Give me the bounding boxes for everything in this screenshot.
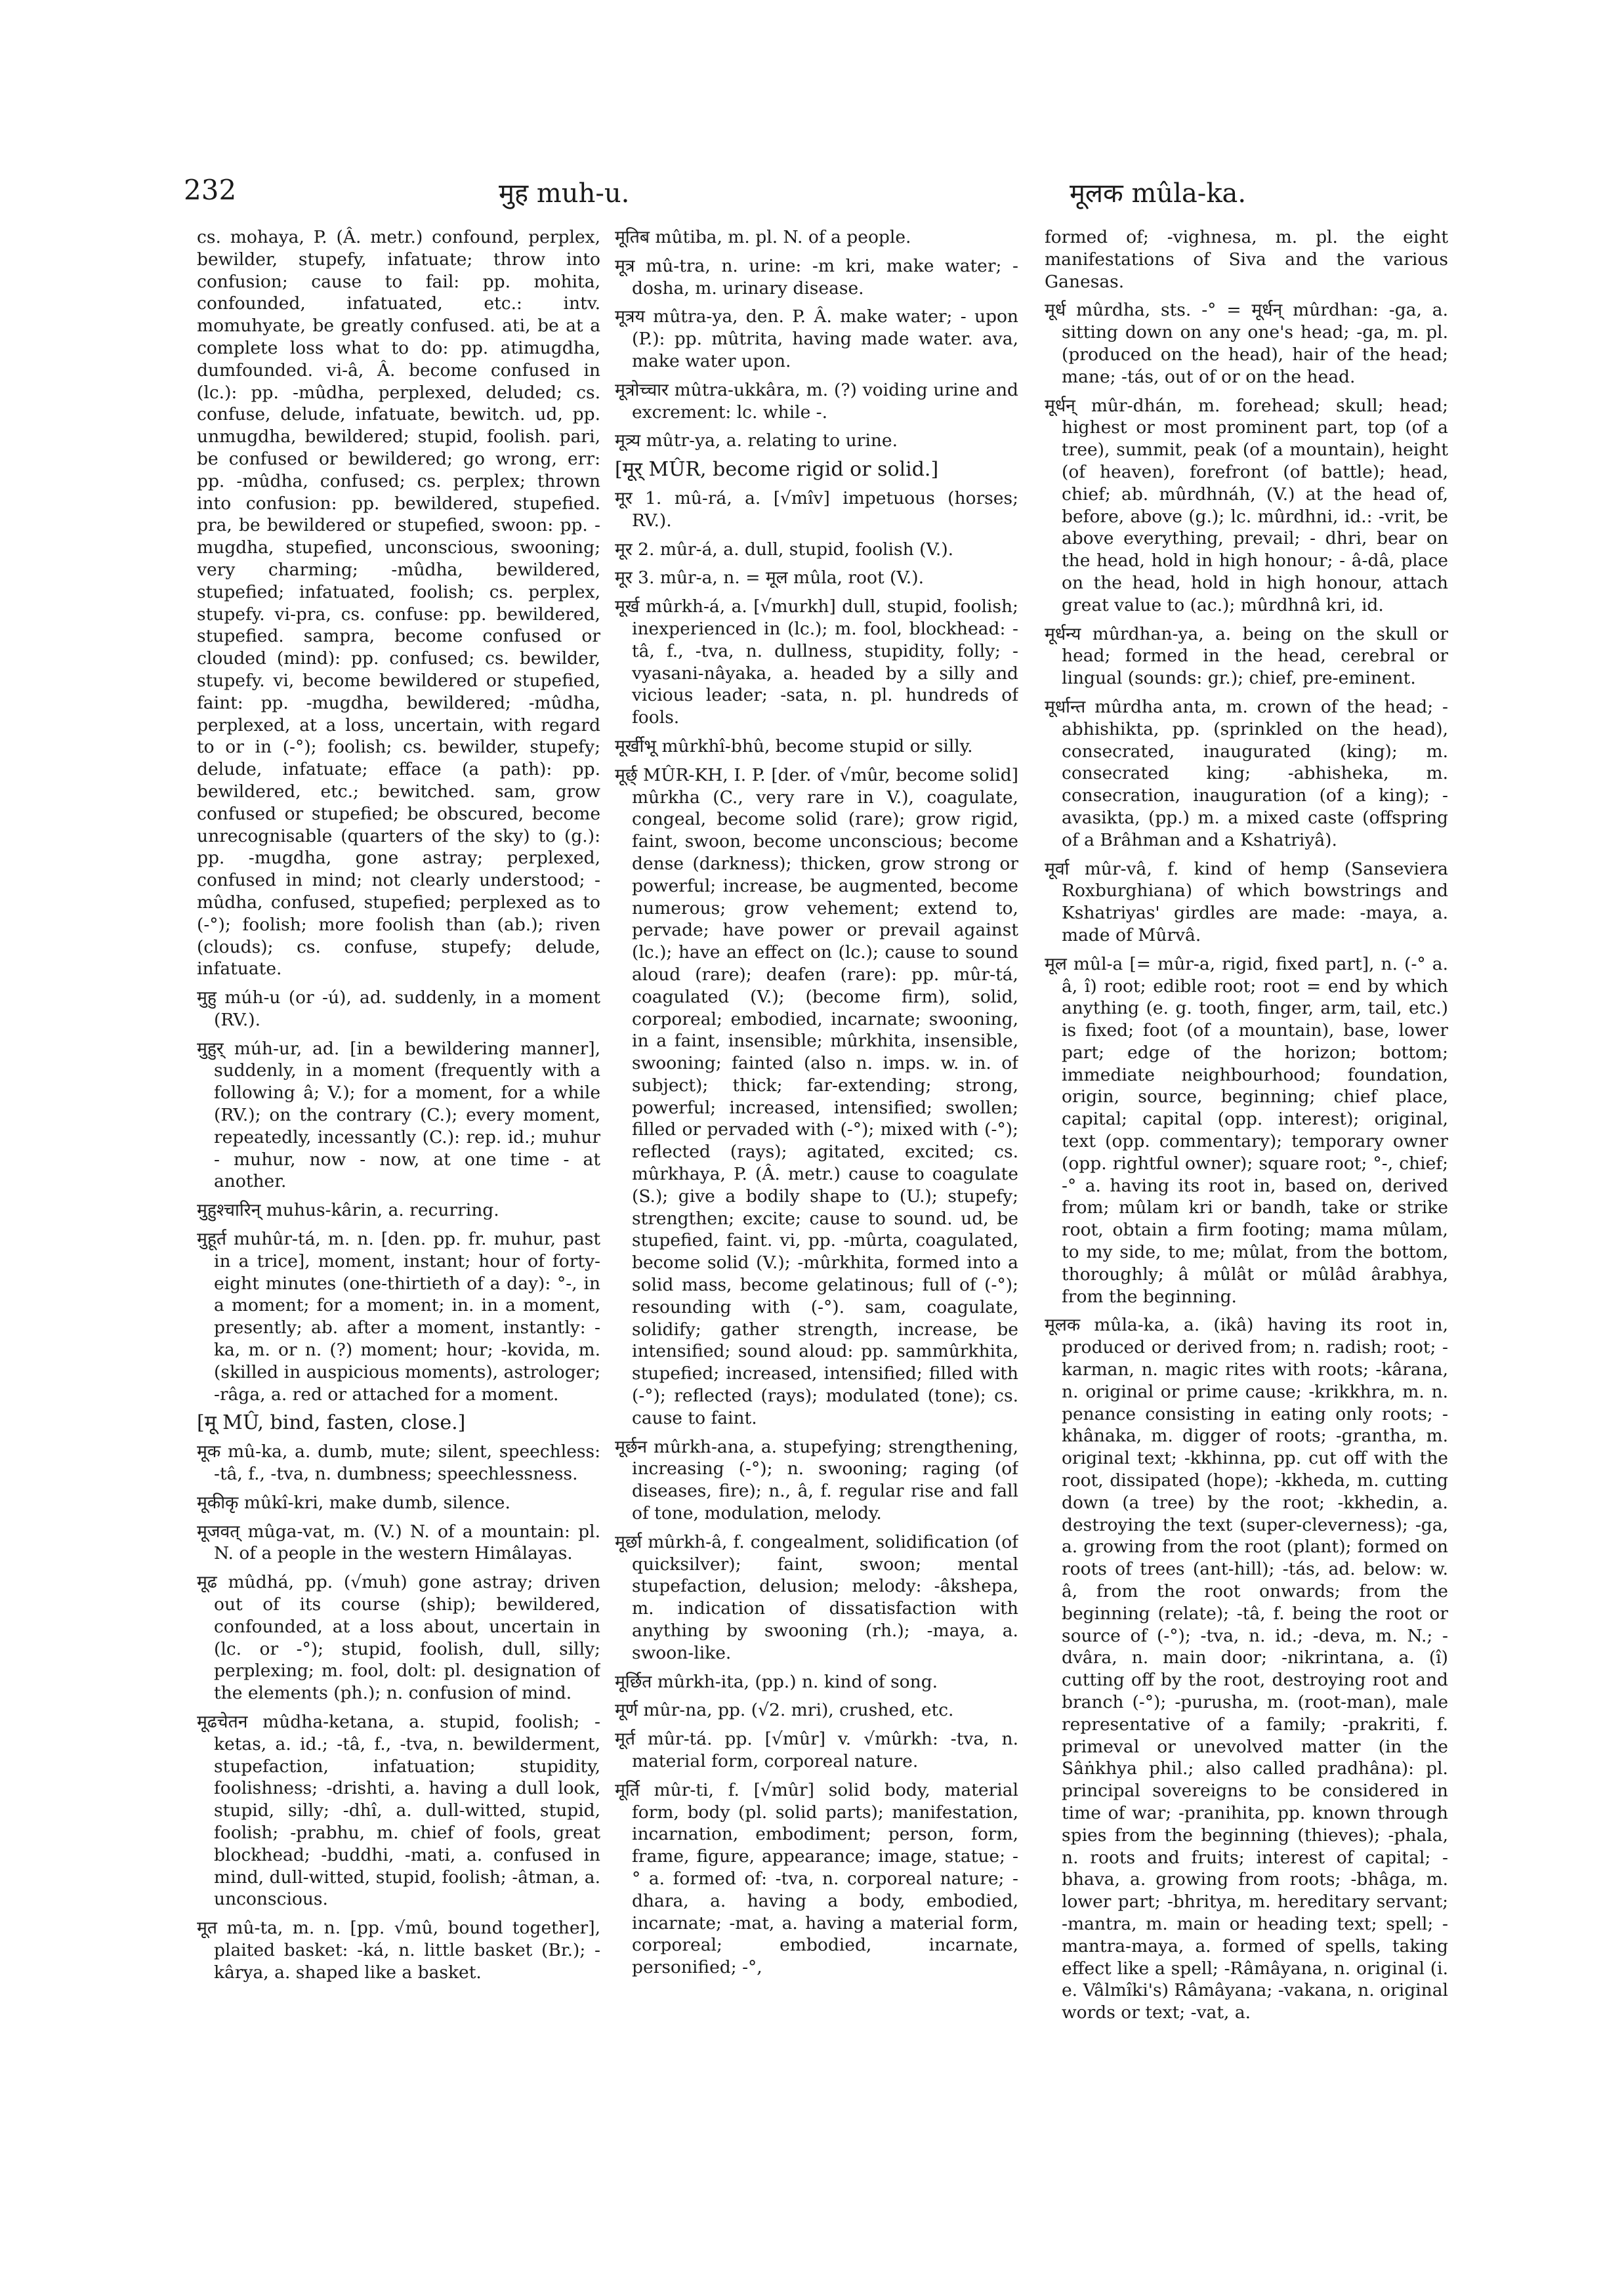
page-number: 232 bbox=[184, 174, 237, 206]
dictionary-entry: मूक mû-ka, a. dumb, mute; silent, speechless: -tâ, f., -tva, n. dumbness; speechlessness. bbox=[197, 1441, 600, 1485]
dictionary-entry: मूर्ण mûr-na, pp. (√2. mri), crushed, etc. bbox=[615, 1700, 954, 1721]
dictionary-entry: formed of; -vighnesa, m. pl. the eight manifestations of Siva and the various Ganesas. bbox=[1045, 227, 1448, 292]
dictionary-entry: मुहूर्त muhûr-tá, m. n. [den. pp. fr. muhur, past in a trice], moment, instant; hour of forty-eight minutes (one-thirtieth of a day): °-, in a moment; for a moment; in. in a moment, presently; ab. after a moment, instantly: -ka, m. or n. (?) moment; hour; -kovida, m. (skilled in auspicious moments), astrologer; -râga, a. red or attached for a moment. bbox=[197, 1229, 600, 1405]
dictionary-entry: मूत्र mû-tra, n. urine: -m kri, make water; -dosha, m. urinary disease. bbox=[615, 255, 1018, 299]
dictionary-entry: मूर्धन्य mûrdhan-ya, a. being on the skull or head; formed in the head, cerebral or lingual (sounds: gr.); chief, pre-eminent. bbox=[1045, 623, 1448, 689]
dictionary-entry: मूर्छन mûrkh-ana, a. stupefying; strengthening, increasing (-°); n. swooning; raging (of diseases, fire); n., â, f. regular rise and fall of tone, modulation, melody. bbox=[615, 1436, 1018, 1524]
dictionary-entry: मूलक mûla-ka, a. (ikâ) having its root in, produced or derived from; n. radish; root; -karman, n. magic rites with roots; -kârana, n. original or prime cause; -krikkhra, m. n. penance consisting in eating only roots; -khânaka, m. digger of roots; -grantha, m. original text; -kkhinna, pp. cut off with the root, dissipated (hope); -kkheda, m. cutting down (a tree) by the root; -kkhedin, a. destroying the text (super-cleverness); -ga, a. growing from the root (plant); formed on roots of trees (ant-hill); -tás, ad. below: w. â, from the root onwards; from the beginning (relate); -tâ, f. being the root or source of (-°); -tva, n. id.; -deva, m. N.; -dvâra, n. main door; -nikrintana, a. (î) cutting off by the root, destroying root and branch (-°); -purusha, m. (root-man), male representative of a family; -prakriti, f. primeval or unevolved matter (in the Sâṅkhya phil.; also called pradhâna): pl. principal sovereigns to be considered in time of war; -pranihita, pp. known through spies from the beginning (thieves); -phala, n. roots and fruits; interest of capital; -bhava, a. growing from roots; -bhâga, m. lower part; -bhritya, m. hereditary servant; -mantra, m. main or heading text; spell; -mantra-maya, a. formed of spells, taking effect like a spell; -Râmâyana, n. original (i. e. Vâlmîki's) Râmâyana; -vakana, n. original words or text; -vat, a. bbox=[1045, 1315, 1448, 2023]
dictionary-entry: cs. mohaya, P. (Â. metr.) confound, perplex, bewilder, stupefy, infatuate; throw into confusion; cause to fail: pp. mohita, confounded, infatuated, etc.: intv. momuhyate, be greatly confused. ati, be at a complete loss what to do: pp. atimugdha, dumfounded. vi-â, Â. become confused in (lc.): pp. -mûdha, perplexed, deluded; cs. confuse, delude, infatuate, bewitch. ud, pp. unmugdha, bewildered; stupid, foolish. pari, be confused or bewildered; go wrong, err: pp. -mûdha, confused; cs. perplex; thrown into confusion: pp. bewildered, stupefied. pra, be bewildered or stupefied, swoon: pp. -mugdha, stupefied, unconscious, swooning; very charming; -mûdha, bewildered, stupefied; infatuated, foolish; cs. perplex, stupefy. vi-pra, cs. confuse: pp. bewildered, stupefied. sampra, become confused or clouded (mind): pp. confused; cs. bewilder, stupefy. vi, become bewildered or stupefied, faint: pp. -mugdha, bewildered; -mûdha, perplexed, at a loss, uncertain, with regard to or in (-°); foolish; cs. bewilder, stupefy; delude, infatuate; efface (a path): pp. bewildered, etc.; bewitched. sam, grow confused or stupefied; be obscured, become unrecognisable (quarters of the sky) to (g.): pp. -mugdha, gone astray; perplexed, confused in mind; not clearly understood; -mûdha, confused, stupefied; perplexed as to (-°); foolish; more foolish than (ab.); riven (clouds); cs. confuse, stupefy; delude, infatuate. bbox=[197, 227, 600, 980]
dictionary-entry: मूर्छित mûrkh-ita, (pp.) n. kind of song. bbox=[615, 1671, 938, 1692]
page-header bbox=[184, 174, 1453, 213]
dictionary-entry: मूर्त mûr-tá. pp. [√mûr] v. √mûrkh: -tva, n. material form, corporeal nature. bbox=[615, 1729, 1018, 1771]
dictionary-entry: मूर्खीभू mûrkhî-bhû, become stupid or silly. bbox=[615, 735, 973, 756]
dictionary-entry: मूल mûl-a [= mûr-a, rigid, fixed part], n. (-° a. â, î) root; edible root; root = end by which anything (e. g. tooth, finger, arm, tail, etc.) is fixed; foot (of a mountain), base, lower part; edge of the horizon; bottom; immediate neighbourhood; foundation, origin, source, beginning; chief place, capital; capital (opp. interest); original, text (opp. commentary); temporary owner (opp. rightful owner); square root; °-, chief; -° a. having its root in, based on, derived from; mûlam kri or bandh, take or strike root, obtain a firm footing; mama mûlam, to my side, to me; mûlat, from the bottom, thoroughly; â mûlât or mûlâd ârabhya, from the beginning. bbox=[1045, 953, 1448, 1307]
dictionary-entry: मूजवत् mûga-vat, m. (V.) N. of a mountain: pl. N. of a people in the western Himâlayas. bbox=[197, 1521, 600, 1564]
dictionary-entry: मूत mû-ta, m. n. [pp. √mû, bound together], plaited basket: -ká, n. little basket (Br.); -kârya, a. shaped like a basket. bbox=[197, 1918, 600, 1983]
dictionary-entry: मुहुर् múh-ur, ad. [in a bewildering manner], suddenly, in a moment (frequently with a following â; V.); for a moment, for a while (RV.); on the contrary (C.); every moment, repeatedly, incessantly (C.): rep. id.; muhur - muhur, now - now, at one time - at another. bbox=[197, 1038, 600, 1192]
dictionary-entry: मुहु múh-u (or -ú), ad. suddenly, in a moment (RV.). bbox=[197, 987, 600, 1030]
dictionary-entry: मूर 3. mûr-a, n. = मूल mûla, root (V.). bbox=[615, 568, 925, 589]
root-section-heading: [मू MÛ, bind, fasten, close.] bbox=[197, 1411, 466, 1435]
dictionary-entry: मूर्ख mûrkh-á, a. [√murkh] dull, stupid, foolish; inexperienced in (lc.); m. fool, blockhead: -tâ, f., -tva, n. dullness, stupidity, folly; -vyasani-nâyaka, a. headed by a silly and vicious leader; -sata, n. pl. hundreds of fools. bbox=[615, 596, 1018, 728]
column-2 bbox=[615, 226, 1018, 2280]
dictionary-entry: मूढ mûdhá, pp. (√muh) gone astray; driven out of its course (ship); bewildered, confounded, at a loss about, uncertain in (lc. or -°); stupid, foolish, dull, silly; perplexing; m. fool, dolt: pl. designation of the elements (ph.); n. confusion of mind. bbox=[197, 1572, 600, 1704]
dictionary-entry: मूर्ध mûrdha, sts. -° = मूर्धन् mûrdhan: -ga, a. sitting down on any one's head; -ga, m. pl. (produced on the head), hair of the head; mane; -tás, out of or on the head. bbox=[1045, 300, 1448, 387]
dictionary-entry: मूर 1. mû-rá, a. [√mîv] impetuous (horses; RV.). bbox=[615, 487, 1018, 531]
dictionary-entry: मूर्वा mûr-vâ, f. kind of hemp (Sanseviera Roxburghiana) of which bowstrings and Kshatriyas' girdles are made: -maya, a. made of Mûrvâ. bbox=[1045, 858, 1448, 945]
dictionary-entry: मूकीकृ mûkî-kri, make dumb, silence. bbox=[197, 1492, 510, 1513]
dictionary-entry: मूढचेतन mûdha-ketana, a. stupid, foolish; -ketas, a. id.; -tâ, f., -tva, n. bewilderment, stupefaction, infatuation; stupidity, foolishness; -drishti, a. having a dull look, stupid, silly; -dhî, a. dull-witted, stupid, foolish; -prabhu, m. chief of fools, great blockhead; -buddhi, -mati, a. confused in mind, dull-witted, stupid, foolish; -âtman, a. unconscious. bbox=[197, 1712, 600, 1910]
column-1 bbox=[197, 226, 600, 2280]
root-section-heading: [मूर् MÛR, become rigid or solid.] bbox=[615, 458, 939, 482]
column-3 bbox=[1045, 226, 1448, 2280]
dictionary-entry: मूर्धान्त mûrdha anta, m. crown of the head; -abhishikta, pp. (sprinkled on the head), consecrated, inaugurated (king); m. consecrated king; -abhisheka, m. consecration, inauguration (of a king); -avasikta, (pp.) m. a mixed caste (offspring of a Brâhman and a Kshatriyâ). bbox=[1045, 696, 1448, 850]
dictionary-entry: मूर्छ् MÛR-KH, I. P. [der. of √mûr, become solid] mûrkha (C., very rare in V.), coagulate, congeal, become solid (rare); grow rigid, faint, swoon, become unconscious; become dense (darkness); thicken, grow strong or powerful; increase, be augmented, become numerous; grow vehement; extend to, pervade; have power or prevail against (lc.); have an effect on (lc.); cause to sound aloud (rare); deafen (rare): pp. mûr-tá, coagulated (V.); (become firm), solid, corporeal; embodied, incarnate; swooning, in a faint, insensible; mûrkhita, insensible, swooning; fainted (also n. imps. w. in. of subject); thick; far-extending; strong, powerful; increased, intensified; swollen; filled or pervaded with (-°); mixed with (-°); reflected (rays); agitated, excited; cs. mûrkhaya, P. (Â. metr.) cause to coagulate (S.); give a bodily shape to (U.); stupefy; strengthen; excite; cause to sound. ud, be stupefied, faint. vi, pp. -mûrta, coagulated, become solid (V.); -mûrkhita, formed into a solid mass, become gelatinous; full of (-°); resounding with (-°). sam, coagulate, solidify; gather strength, increase, be intensified; sound aloud: pp. sammûrkhita, stupefied; increased, intensified; filled with (-°); reflected (rays); modulated (tone); cs. cause to faint. bbox=[615, 764, 1018, 1428]
right-running-headword: मूलक mûla-ka. bbox=[1070, 178, 1247, 209]
dictionary-entry: मूत्रय mûtra-ya, den. P. Â. make water; - upon (P.): pp. mûtrita, having made water. ava, make water upon. bbox=[615, 306, 1018, 371]
dictionary-entry: मूर्छा mûrkh-â, f. congealment, solidification (of quicksilver); faint, swoon; mental stupefaction, delusion; melody: -âkshepa, m. indication of dissatisfaction with anything by swooning (rh.); -maya, a. swoon-like. bbox=[615, 1531, 1018, 1663]
dictionary-entry: मूत्रोच्चार mûtra-ukkâra, m. (?) voiding urine and excrement: lc. while -. bbox=[615, 379, 1018, 423]
dictionary-entry: मूत्र्य mûtr-ya, a. relating to urine. bbox=[615, 430, 898, 451]
dictionary-entry: मूर्धन् mûr-dhán, m. forehead; skull; head; highest or most prominent part, top (of a tree), summit, peak (of a mountain), height (of heaven), forefront (of battle); head, chief; ab. mûrdhnáh, (V.) at the head of, before, above (g.); lc. mûrdhni, id.: -vrit, be above everything, prevail; - dhri, bear on the head, hold in high honour; - â-dâ, place on the head, hold in high honour, attach great value to (ac.); mûrdhnâ kri, id. bbox=[1045, 395, 1448, 615]
dictionary-entry: मूर 2. mûr-á, a. dull, stupid, foolish (V.). bbox=[615, 539, 954, 560]
dictionary-entry: मूतिब mûtiba, m. pl. N. of a people. bbox=[615, 227, 911, 247]
left-running-headword: मुह muh-u. bbox=[499, 178, 630, 209]
dictionary-entry: मुहुश्चारिन् muhus-kârin, a. recurring. bbox=[197, 1200, 499, 1221]
dictionary-entry: मूर्ति mûr-ti, f. [√mûr] solid body, material form, body (pl. solid parts); manifestation, incarnation, embodiment; person, form, frame, figure, appearance; image, statue; -° a. formed of: -tva, n. corporeal nature; -dhara, a. having a body, embodied, incarnate; -mat, a. having a material form, corporeal; embodied, incarnate, personified; -°, bbox=[615, 1779, 1018, 1978]
